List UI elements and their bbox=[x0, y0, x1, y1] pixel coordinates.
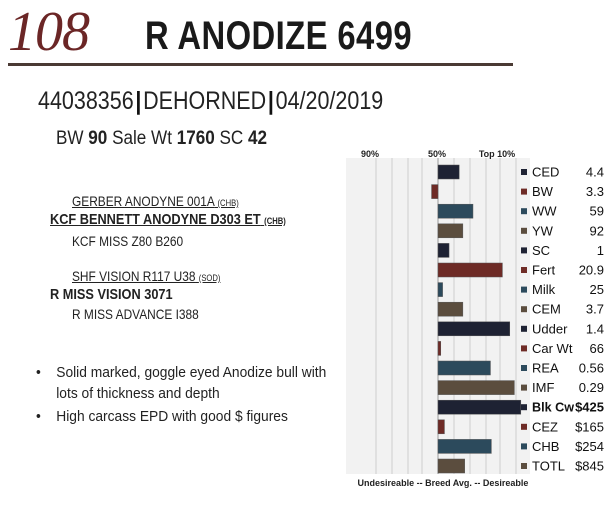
legend-square bbox=[521, 208, 527, 214]
trait-value: 3.3 bbox=[585, 184, 604, 200]
bar-imf bbox=[438, 381, 514, 395]
bar-rea bbox=[438, 361, 490, 375]
footer-label: Undesireable -- Breed Avg. -- Desireable bbox=[357, 478, 529, 488]
birth-date: 04/20/2019 bbox=[275, 87, 384, 115]
bar-chb bbox=[438, 439, 491, 453]
bar-sc bbox=[438, 243, 449, 257]
dam-dam-name: R MISS ADVANCE I388 bbox=[72, 306, 199, 322]
header-label: Top 10% bbox=[478, 149, 516, 159]
trait-value: 0.56 bbox=[578, 360, 604, 376]
trait-label: CHB bbox=[532, 438, 560, 454]
trait-label: SC bbox=[532, 242, 551, 258]
dam-sire-name: SHF VISION R117 U38 bbox=[72, 268, 196, 284]
legend-square bbox=[521, 287, 527, 293]
trait-label: Car Wt bbox=[532, 340, 573, 356]
legend-square bbox=[521, 169, 527, 175]
sire-dam-name: KCF MISS Z80 B260 bbox=[72, 233, 184, 249]
lot-number: 108 bbox=[8, 1, 89, 63]
trait-label: CEZ bbox=[532, 419, 558, 435]
sale-wt-value: 1760 bbox=[176, 128, 215, 149]
trait-label: Udder bbox=[532, 321, 568, 337]
bull-name: R ANODIZE 6499 bbox=[145, 14, 413, 58]
legend-square bbox=[521, 189, 527, 195]
bar-yw bbox=[438, 224, 463, 238]
comment-text: High carcass EPD with good $ figures bbox=[56, 408, 288, 425]
legend-square bbox=[521, 326, 527, 332]
bar-milk bbox=[438, 283, 443, 297]
trait-label: BW bbox=[532, 184, 553, 200]
legend-square bbox=[521, 404, 527, 410]
legend-square bbox=[521, 385, 527, 391]
trait-label: CED bbox=[532, 164, 560, 180]
trait-value: 3.7 bbox=[585, 301, 604, 317]
bar-totl bbox=[438, 459, 465, 473]
bullet-dot-icon: • bbox=[36, 408, 41, 425]
sc-label: SC bbox=[219, 128, 244, 149]
trait-value: $254 bbox=[575, 438, 604, 454]
trait-value: 25 bbox=[589, 282, 604, 298]
legend-square bbox=[521, 345, 527, 351]
separator: | bbox=[267, 87, 274, 115]
trait-label: Blk Cw bbox=[532, 399, 575, 415]
dehorned-status: DEHORNED bbox=[143, 87, 267, 115]
legend-square bbox=[521, 228, 527, 234]
trait-value: 92 bbox=[589, 223, 604, 239]
bar-cem bbox=[438, 302, 463, 316]
header-label: 90% bbox=[360, 149, 380, 159]
legend-square bbox=[521, 424, 527, 430]
trait-value: 59 bbox=[589, 203, 604, 219]
legend-square bbox=[521, 463, 527, 469]
dam-name: R MISS VISION 3071 bbox=[50, 286, 173, 303]
trait-label: Milk bbox=[532, 282, 556, 298]
trait-label: WW bbox=[532, 203, 557, 219]
comment-text: Solid marked, goggle eyed Anodize bull with lots of thickness and depth bbox=[56, 364, 327, 402]
trait-value: 4.4 bbox=[585, 164, 604, 180]
sale-wt-label: Sale Wt bbox=[112, 128, 172, 149]
legend-square bbox=[521, 247, 527, 253]
bar-car-wt bbox=[438, 341, 441, 355]
trait-value: $425 bbox=[575, 399, 604, 415]
trait-value: 1 bbox=[596, 242, 604, 258]
trait-value: $845 bbox=[575, 458, 604, 474]
sc-value: 42 bbox=[248, 128, 268, 149]
legend-square bbox=[521, 267, 527, 273]
legend-square bbox=[521, 306, 527, 312]
trait-label: Fert bbox=[532, 262, 556, 278]
trait-label: YW bbox=[532, 223, 553, 239]
sire-breed: (CHB) bbox=[264, 216, 286, 226]
trait-value: 66 bbox=[589, 340, 604, 356]
sire-name: KCF BENNETT ANODYNE D303 ET bbox=[50, 211, 261, 228]
bw-label: BW bbox=[56, 128, 84, 149]
trait-value: 0.29 bbox=[578, 380, 604, 396]
trait-label: TOTL bbox=[532, 458, 565, 474]
bar-ced bbox=[438, 165, 459, 179]
bar-fert bbox=[438, 263, 502, 277]
header-label: 50% bbox=[427, 149, 447, 159]
separator: | bbox=[135, 87, 142, 115]
trait-label: REA bbox=[532, 360, 559, 376]
trait-label: IMF bbox=[532, 380, 555, 396]
sire-sire-name: GERBER ANODYNE 001A bbox=[72, 193, 215, 209]
legend-square bbox=[521, 365, 527, 371]
trait-value: 20.9 bbox=[578, 262, 604, 278]
bar-bw bbox=[432, 185, 438, 199]
registration-number: 44038356 bbox=[38, 87, 134, 115]
legend-square bbox=[521, 443, 527, 449]
bar-udder bbox=[438, 322, 510, 336]
trait-value: $165 bbox=[575, 419, 604, 435]
trait-label: CEM bbox=[532, 301, 561, 317]
bw-value: 90 bbox=[88, 128, 108, 149]
bullet-dot-icon: • bbox=[36, 364, 41, 381]
bar-ww bbox=[438, 204, 473, 218]
sire-sire-breed: (CHB) bbox=[217, 198, 239, 208]
dam-sire-breed: (SOD) bbox=[198, 273, 221, 283]
bar-cez bbox=[438, 420, 444, 434]
trait-value: 1.4 bbox=[585, 321, 604, 337]
bar-blk-cw bbox=[438, 400, 521, 414]
